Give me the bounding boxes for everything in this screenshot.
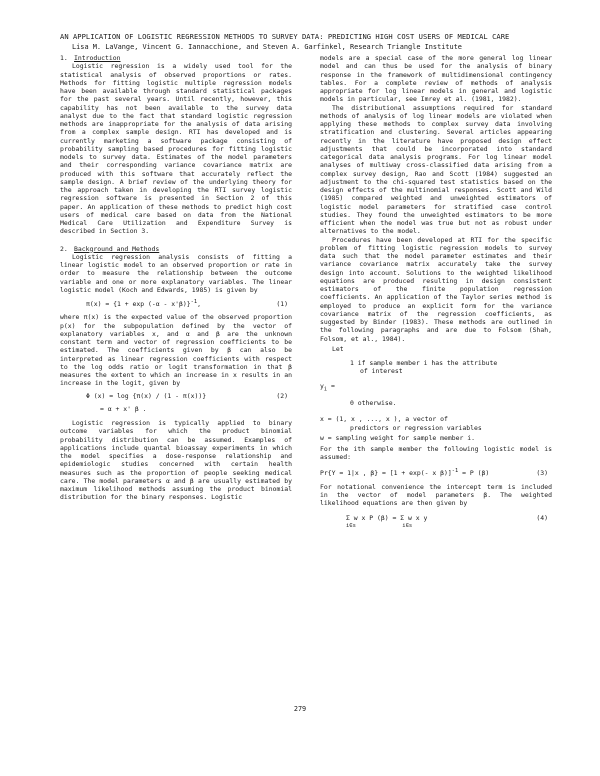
right-paragraph-1: models are a special case of the more general log linear model and can thus be used for the analysis of binary response in the framework of multidimensional contingency tables. For a complete review of methods of analysis appropriate for log linear models in general and logistic models in particular, see Imrey et al. (1981, 1982). [320,54,552,104]
section-2-title: Background and Methods [74,244,160,253]
equation-2-number: (2) [276,391,288,400]
equation-3-number: (3) [536,468,548,477]
equation-4-summation-index: i∈s i∈s [346,522,413,529]
x-vector-definition-cont: predictors or regression variables [350,423,482,432]
page-number: 279 [293,705,307,713]
equation-1-exponent: -1 [190,299,198,305]
equation-1-number: (1) [276,300,288,309]
equation-2 [60,392,292,400]
section-2-number: 2. [60,244,68,253]
equation-2-continued: = α + x' β . [100,404,147,413]
methods-paragraph-3: Logistic regression is typically applied to binary outcome variables for which the product binomial probability distribution can be assumed. Examples of applications include quantal bioassay experiments in which the model specifies a dose-response relationship and epidemiologic studies concerned with certain health measures such as the proportion of people seeking medical care. The model parameters α and β are usually estimated by maximum likelihood methods assuming the product binomial distribution for the binary responses. Logistic [60,419,292,502]
equation-4-body: Σ w x P (β) = Σ w x y [346,513,428,522]
y-definition-label: $y_i$ = [320,381,335,392]
definition-y-case-1-cont: of interest [360,367,403,376]
let-text: Let [332,344,344,353]
section-1-number: 1. [60,54,68,62]
equation-1-body: π(x) = {1 + exp (-α - x'β)} [86,300,191,309]
intro-paragraph: Logistic regression is a widely used tool for the statistical analysis of observed proportions or rates. Methods for fitting logistic multiple regression models have been available through standard statistical packages for the past several years. Until recently, however, this capability has not been available to the survey data analyst due to the fact that standard logistic regression methods are inappropriate for the analysis of data arising from a complex sample design. RTI has developed and is currently marketing a software package consisting of probability sampling based procedures for fitting logistic models to survey data. Estimates of the model parameters and their corresponding variance covariance matrix are produced with this software that accurately reflect the sample design. A brief review of the underlying theory for the approach taken in developing the RTI survey logistic regression software is presented in Section 2 of this paper. An application of these methods to predict high cost users of medical care based on data from the National Medical Care Utilization and Expenditure Survey is described in Section 3. [60,62,292,236]
equation-1: $\pi(x) = \{1 + \exp (-\alpha - x'\beta)\}^{-1}$, (1) [60,298,292,308]
right-column [320,54,552,530]
equation-4-number: (4) [536,513,548,522]
methods-paragraph-2: where π(x) is the expected value of the observed proportion p(x) for the subpopulation defined by the vector of explanatory variables x, and α and β are the unknown constant term and vector of regression coefficients to be estimated. The coefficients given by β can also be interpreted as linear regression coefficients with respect to the log odds ratio or logit transformation in that β measures the extent to which an increase in x results in an increase in the logit, given by [60,313,292,388]
equation-4 [320,514,552,522]
equation-3: Pr{Y = 1|x , β} = [1 + exp(- x β)]$^{-1}$ = P (β) (3) [320,467,552,477]
left-column [60,54,292,502]
right-paragraph-3: Procedures have been developed at RTI for the specific problem of fitting logistic regression models to survey data such that the model parameter estimates and their variance covariance matrix accurately take the survey design into account. Solutions to the weighted likelihood equations are produced resulting in design consistent estimators of the finite population regression coefficients. An application of the Taylor series method is employed to produce an explicit form for the variance covariance matrix of the regression coefficients, as suggested by Binder (1983). These methods are outlined in the following paragraphs and are due to Folsom (Shah, Folsom, et al., 1984). [320,235,552,343]
equation-3-exponent: -1 [451,467,459,474]
right-paragraph-4: For the ith sample member the following logistic model is assumed: [320,445,552,462]
section-1-heading [60,54,292,62]
definition-y-case-1: 1 if sample member i has the attribute [350,359,498,367]
definition-y-case-0: 0 otherwise. [350,399,397,408]
author-line: Lisa M. LaVange, Vincent G. Iannacchione, and Steven A. Garfinkel, Research Triangle Institute [72,43,462,51]
equation-3-body: Pr{Y = 1|x , β} = [1 + exp(- x β)] [320,468,452,477]
paper-title: AN APPLICATION OF LOGISTIC REGRESSION METHODS TO SURVEY DATA: PREDICTING HIGH COST USERS OF MEDICAL CARE [60,32,510,41]
right-paragraph-5: For notational convenience the intercept term is included in the vector of model parameters β. The weighted likelihood equations are then given by [320,482,552,508]
right-paragraph-2: The distributional assumptions required for standard methods of analysis of log linear models are violated when applying these methods to complex survey data involving stratification and clustering. Several articles appearing recently in the literature have proposed design effect adjustments that could be incorporated into standard categorical data analysis programs. For log linear model analyses of multiway cross-classified data arising from a complex survey design, Rao and Scott (1984) suggested an adjustment to the chi-squared test statistics based on the design effects of the multinomial responses. Scott and Wild (1985) compared weighted and unweighted estimators of logistic model parameters for stratified case control studies. They found the unweighted estimators to be more efficient when the model was true but not as robust under alternatives to the model. [320,103,552,236]
methods-paragraph-1: Logistic regression analysis consists of fitting a linear logistic model to an observed proportion or rate in order to measure the relationship between the outcome variable and one or more explanatory variables. The linear logistic model (Koch and Edwards, 1985) is given by [60,252,292,294]
section-1-title: Introduction [74,54,121,62]
x-vector-definition: x = (1, x , ..., x ), a vector of [320,415,448,424]
equation-2-body: Φ (x) = log {π(x) / (1 - π(x))} [86,391,207,400]
weight-definition: w = sampling weight for sample member i. [320,433,476,442]
section-2-heading [60,245,292,253]
